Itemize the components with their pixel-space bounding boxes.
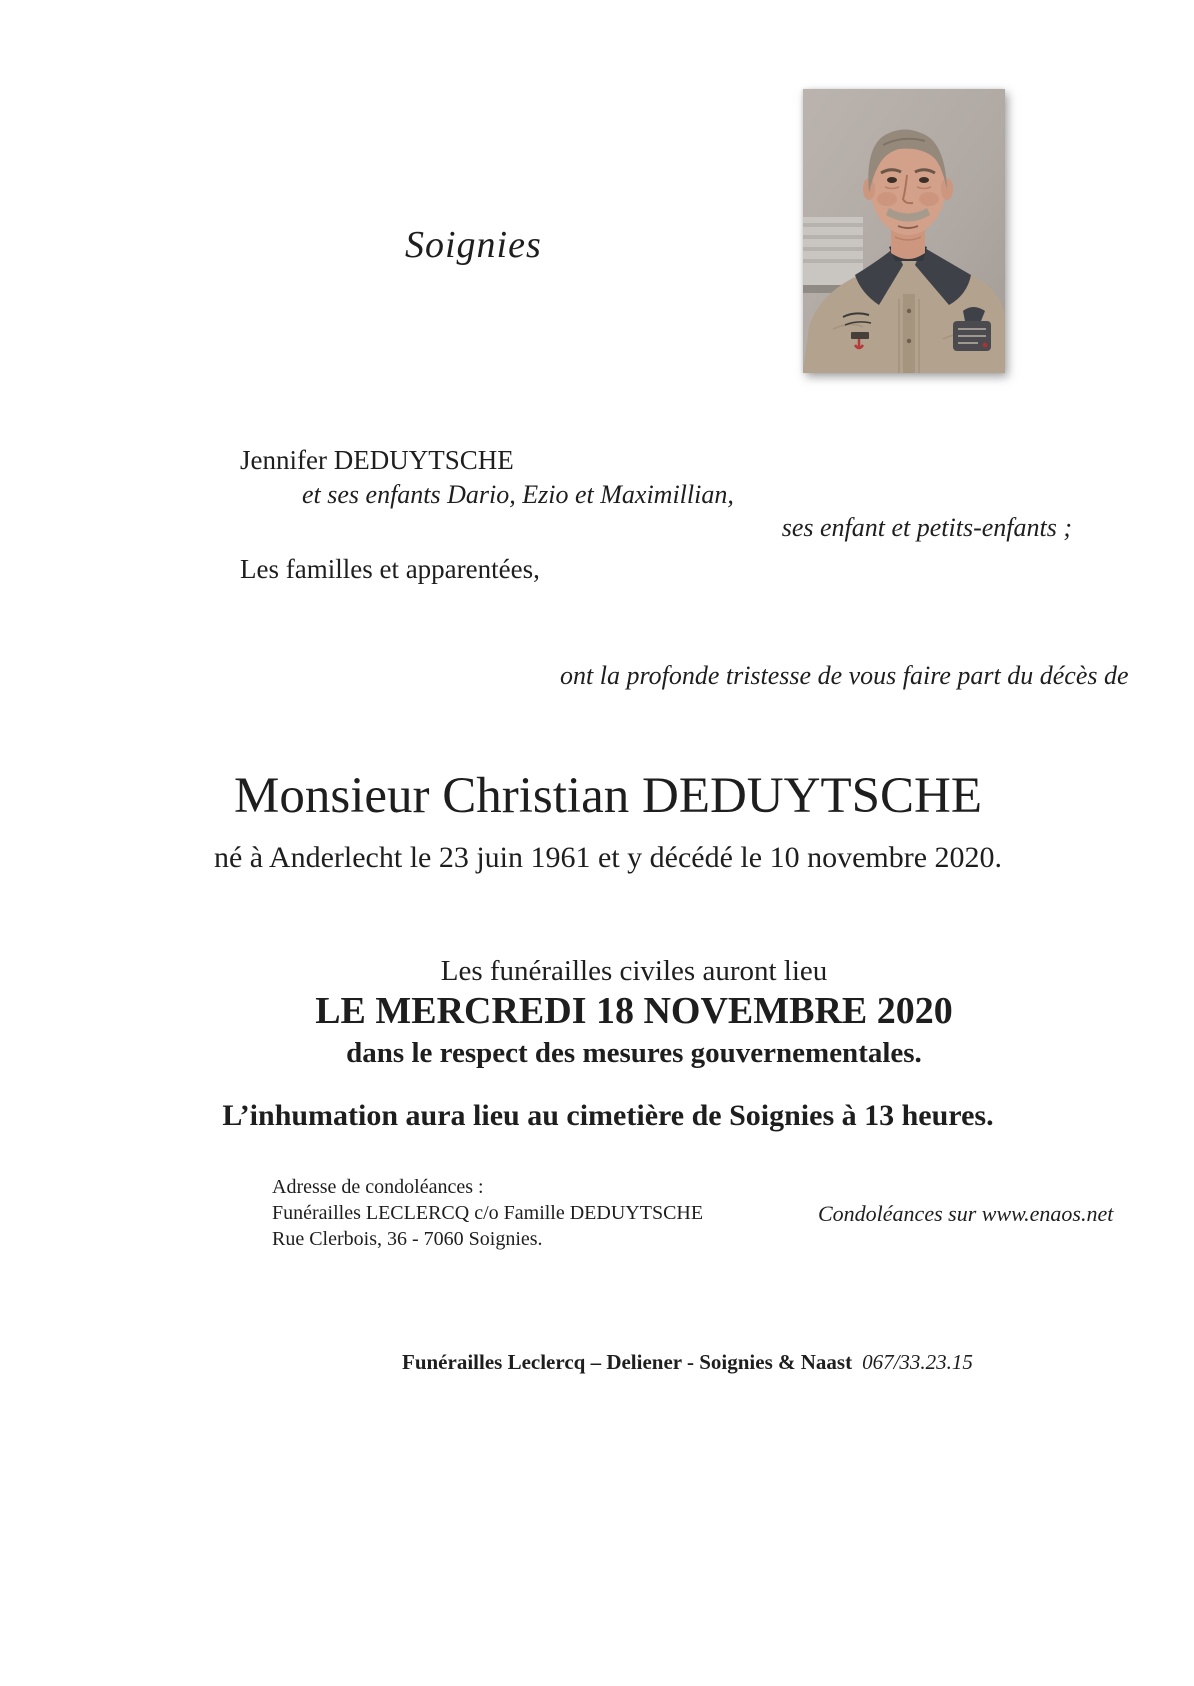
burial-info: L’inhumation aura lieu au cimetière de Soignies à 13 heures.: [222, 1099, 994, 1132]
condolence-address-line1: Funérailles LECLERCQ c/o Famille DEDUYTSCHE: [272, 1202, 704, 1224]
deceased-name: Monsieur Christian DEDUYTSCHE: [234, 768, 982, 824]
condolence-address-label: Adresse de condoléances :: [272, 1176, 484, 1198]
life-dates: né à Anderlecht le 23 juin 1961 et y décédé le 10 novembre 2020.: [213, 841, 1003, 874]
ceremony-date: LE MERCREDI 18 NOVEMBRE 2020: [315, 990, 953, 1032]
ceremony-intro: Les funérailles civiles auront lieu: [440, 955, 828, 987]
footer: [402, 1350, 973, 1375]
online-condolences: Condoléances sur www.enaos.net: [818, 1201, 1114, 1226]
condolence-address-line2: Rue Clerbois, 36 - 7060 Soignies.: [272, 1228, 543, 1250]
announcement-intro: ont la profonde tristesse de vous faire part du décès de: [560, 661, 1129, 690]
portrait-photo: [803, 89, 1005, 373]
footer-funeral-home: Funérailles Leclercq – Deliener - Soignies & Naast: [402, 1350, 853, 1374]
family-line-relatives: Les familles et apparentées,: [240, 554, 540, 584]
city-title: Soignies: [405, 224, 542, 266]
family-line-children: et ses enfants Dario, Ezio et Maximillian,: [302, 480, 734, 509]
condolence-address-block: [272, 1174, 703, 1252]
shirt-placket: [903, 294, 915, 373]
footer-phone: 067/33.23.15: [862, 1350, 973, 1374]
family-line-mother: Jennifer DEDUYTSCHE: [240, 445, 514, 475]
portrait-illustration: [803, 89, 1005, 373]
ceremony-measures: dans le respect des mesures gouvernementales.: [346, 1037, 922, 1069]
family-line-grandchildren: ses enfant et petits-enfants ;: [781, 513, 1072, 542]
